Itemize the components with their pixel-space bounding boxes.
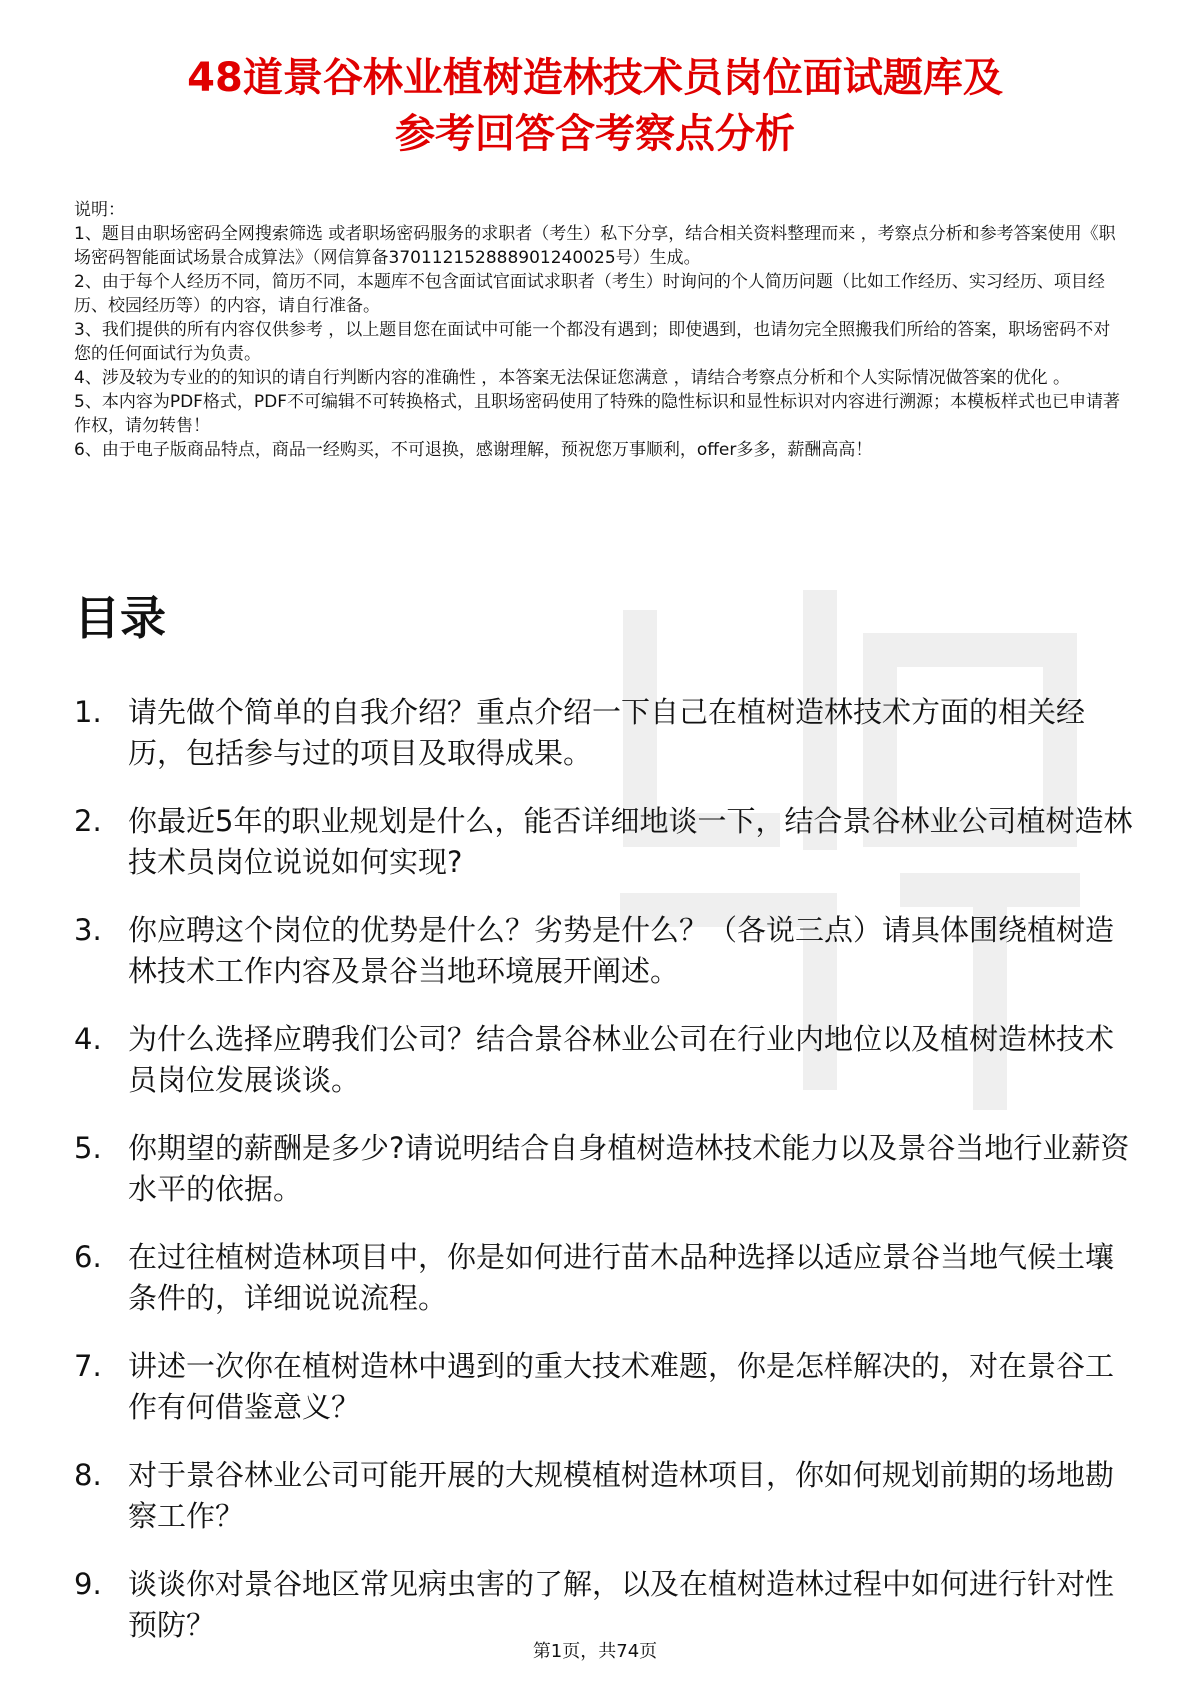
toc-item-text: 你期望的薪酬是多少?请说明结合自身植树造林技术能力以及景谷当地行业薪资水平的依据。 <box>128 1131 1130 1206</box>
toc-item-text: 请先做个简单的自我介绍？重点介绍一下自己在植树造林技术方面的相关经历，包括参与过的项目及取得成果。 <box>128 695 1086 770</box>
notes-section <box>74 198 1124 462</box>
note-item: 3、我们提供的所有内容仅供参考 ，以上题目您在面试中可能一个都没有遇到；即使遇到，也请勿完全照搬我们所给的答案，职场密码不对您的任何面试行为负责。 <box>74 320 1111 364</box>
note-item: 2、由于每个人经历不同，简历不同，本题库不包含面试官面试求职者（考生）时询问的个人简历问题（比如工作经历、实习经历、项目经历、校园经历等）的内容，请自行准备。 <box>74 272 1105 316</box>
toc-item-text: 为什么选择应聘我们公司？结合景谷林业公司在行业内地位以及植树造林技术员岗位发展谈谈。 <box>128 1022 1115 1097</box>
toc-item-text: 对于景谷林业公司可能开展的大规模植树造林项目，你如何规划前期的场地勘察工作？ <box>128 1458 1115 1533</box>
toc-item[interactable] <box>74 1128 1134 1210</box>
title-line-2: 参考回答含考察点分析 <box>395 111 795 157</box>
toc-item-number: 4. <box>74 1022 102 1056</box>
toc-item[interactable] <box>74 910 1134 992</box>
note-item: 4、涉及较为专业的的知识的请自行判断内容的准确性 ，本答案无法保证您满意 ，请结合考察点分析和个人实际情况做答案的优化 。 <box>74 368 1071 388</box>
page-footer: 第1页，共74页 <box>532 1641 658 1662</box>
document-title <box>60 50 1130 162</box>
title-line-1: 48道景谷林业植树造林技术员岗位面试题库及 <box>187 55 1003 101</box>
note-item: 6、由于电子版商品特点，商品一经购买，不可退换，感谢理解，预祝您万事顺利，offer多多，薪酬高高！ <box>74 440 873 460</box>
toc-item[interactable] <box>74 1019 1134 1101</box>
toc-item[interactable] <box>74 692 1134 774</box>
note-item: 1、题目由职场密码全网搜索筛选 或者职场密码服务的求职者（考生）私下分享，结合相关资料整理而来 ，考察点分析和参考答案使用《职场密码智能面试场景合成算法》（网信算备370112152888901240025号）生成。 <box>74 224 1116 268</box>
notes-heading: 说明： <box>74 200 125 220</box>
toc-item-number: 5. <box>74 1131 102 1165</box>
toc-item-number: 1. <box>74 695 102 729</box>
toc-item-text: 讲述一次你在植树造林中遇到的重大技术难题，你是怎样解决的，对在景谷工作有何借鉴意义？ <box>128 1349 1115 1424</box>
toc-item-text: 你最近5年的职业规划是什么，能否详细地谈一下，结合景谷林业公司植树造林技术员岗位说说如何实现? <box>128 804 1133 879</box>
toc-heading: 目录 <box>74 591 166 645</box>
toc-item-number: 3. <box>74 913 102 947</box>
toc-item[interactable] <box>74 1346 1134 1428</box>
toc-item-number: 8. <box>74 1458 102 1492</box>
note-item: 5、本内容为PDF格式，PDF不可编辑不可转换格式，且职场密码使用了特殊的隐性标识和显性标识对内容进行溯源；本模板样式也已申请著作权，请勿转售！ <box>74 392 1121 436</box>
toc-item-number: 7. <box>74 1349 102 1383</box>
toc-item-text: 谈谈你对景谷地区常见病虫害的了解，以及在植树造林过程中如何进行针对性预防？ <box>128 1567 1115 1642</box>
toc-item-number: 6. <box>74 1240 102 1274</box>
toc-item[interactable] <box>74 1455 1134 1537</box>
toc-item-text: 在过往植树造林项目中，你是如何进行苗木品种选择以适应景谷当地气候土壤条件的，详细说说流程。 <box>128 1240 1115 1315</box>
toc-list <box>74 692 1134 1673</box>
toc-item-number: 2. <box>74 804 102 838</box>
toc-item-text: 你应聘这个岗位的优势是什么？劣势是什么？（各说三点）请具体围绕植树造林技术工作内容及景谷当地环境展开阐述。 <box>128 913 1115 988</box>
toc-item[interactable] <box>74 1564 1134 1646</box>
toc-item-number: 9. <box>74 1567 102 1601</box>
toc-item[interactable] <box>74 1237 1134 1319</box>
toc-item[interactable] <box>74 801 1134 883</box>
